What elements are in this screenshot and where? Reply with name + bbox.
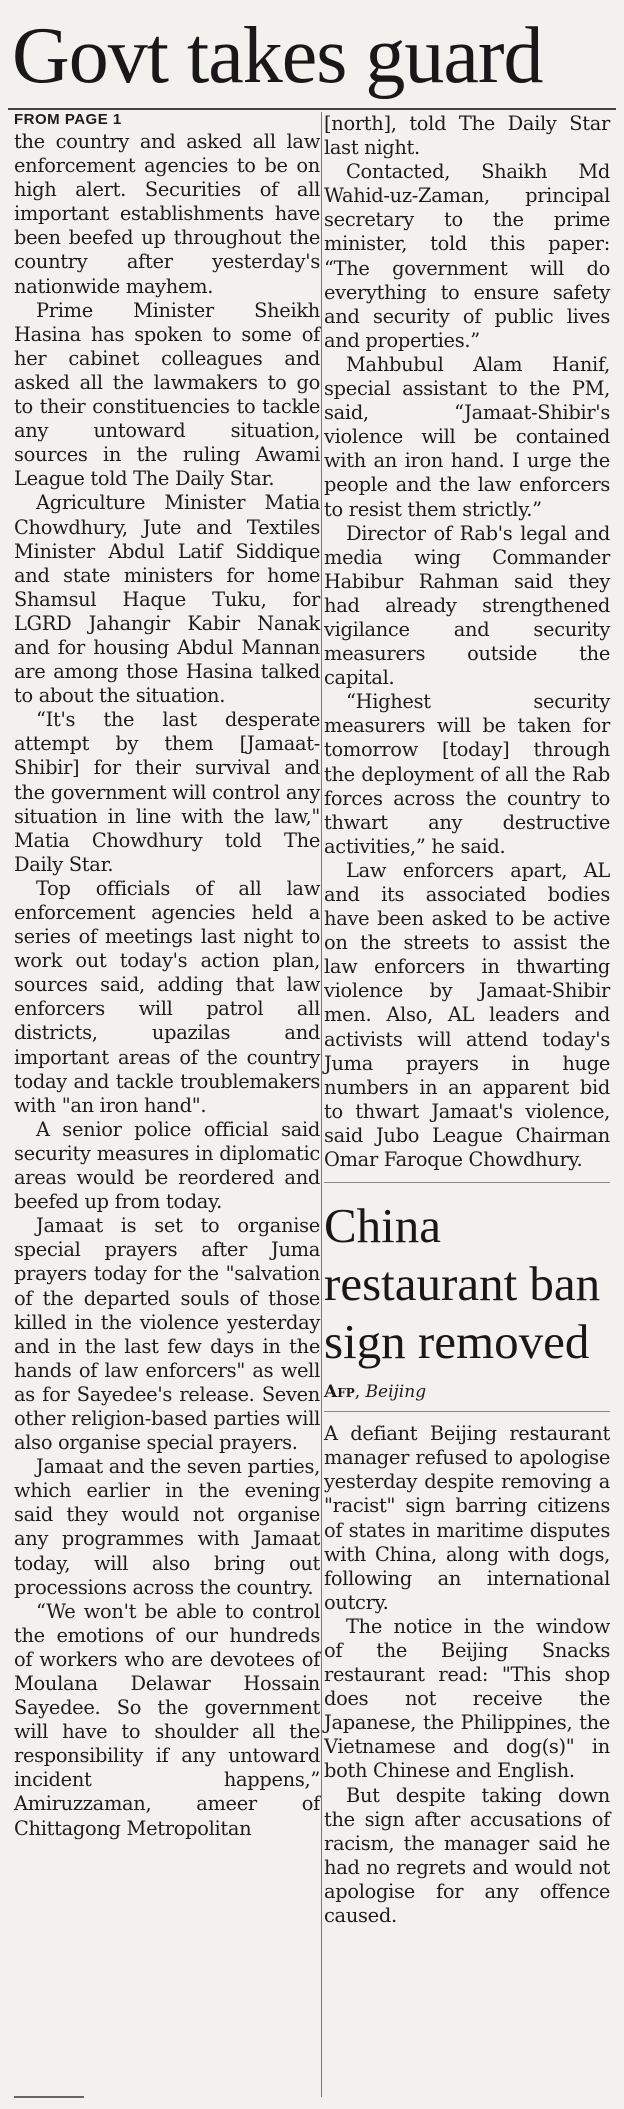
secondary-headline: China restaurant ban sign removed [324,1198,601,1370]
paragraph: Jamaat is set to organise special prayers after Juma prayers today for the "salvation of the departed souls of those killed in the violence yesterday and in the last few days in the hands of law enforcers" as well as for Sayedee's release. Seven other religion-based parties will also organise special prayers. [14,1214,320,1455]
byline: Afp, Beijing [324,1382,427,1403]
paragraph: Contacted, Shaikh Md Wahid-uz-Zaman, principal secretary to the prime minister, told this paper: “The government will do everything to ensure safety and security of public lives and properties.” [324,160,610,352]
paragraph: “We won't be able to control the emotions of our hundreds of workers who are devotees of Moulana Delawar Hossain Sayedee. So the government will have to shoulder all the responsibility if any untoward incident happens,” Amiruzzaman, ameer of Chittagong Metropolitan [14,1599,320,1840]
paragraph: “It's the last desperate attempt by them [Jamaat-Shibir] for their survival and the government will control any situation in line with the law," Matia Chowdhury told The Daily Star. [14,708,320,876]
paragraph: [north], told The Daily Star last night. [324,112,610,160]
paragraph: But despite taking down the sign after accusations of racism, the manager said he had no regrets and would not apologise for any offence caused. [324,1783,610,1927]
paragraph: A senior police official said security measures in diplomatic areas would be reordered and beefed up from today. [14,1117,320,1214]
paragraph: Top officials of all law enforcement agencies held a series of meetings last night to work out today's action plan, sources said, adding that law enforcers will patrol all districts, upazilas and important areas of the country today and tackle troublemakers with "an iron hand". [14,876,320,1117]
paragraph: Agriculture Minister Matia Chowdhury, Jute and Textiles Minister Abdul Latif Siddique and state ministers for home Shamsul Haque Tuku, for LGRD Jahangir Kabir Nanak and for housing Abdul Mannan are among those Hasina talked to about the situation. [14,491,320,708]
paragraph: Prime Minister Sheikh Hasina has spoken to some of her cabinet colleagues and asked all the lawmakers to go to their constituencies to tackle any untoward situation, sources in the ruling Awami League told The Daily Star. [14,298,320,491]
headline-rule [8,108,616,110]
paragraph: Director of Rab's legal and media wing Commander Habibur Rahman said they had already strengthened vigilance and security measurers outside the capital. [324,521,610,690]
bottom-rule [14,2096,84,2098]
paragraph: Law enforcers apart, AL and its associated bodies have been asked to be active on the streets to assist the law enforcers in thwarting violence by Jamaat-Shibir men. Also, AL leaders and activists will attend today's Juma prayers in huge numbers in an apparent bid to thwart Jamaat's violence, said Jubo League Chairman Omar Faroque Chowdhury. [324,858,610,1172]
story-divider [324,1182,610,1183]
paragraph: Jamaat and the seven parties, which earlier in the evening said they would not organise any programmes with Jamaat today, will also bring out processions across the country. [14,1455,320,1599]
paragraph: A defiant Beijing restaurant manager refused to apologise yesterday despite removing a "racist" sign barring citizens of states in maritime disputes with China, along with dogs, following an international outcry. [324,1422,610,1614]
byline-place: Beijing [365,1382,427,1403]
main-headline: Govt takes guard [12,12,543,100]
article-column-1 [14,112,320,1841]
paragraph: Mahbubul Alam Hanif, special assistant to the PM, said, “Jamaat-Shibir's violence will be contained with an iron hand. I urge the people and the law enforcers to resist them strictly.” [324,352,610,521]
column-divider [321,112,322,2097]
byline-divider [324,1411,610,1412]
jump-label: FROM PAGE 1 [14,111,122,128]
byline-agency: Afp [324,1382,355,1403]
article-column-2 [324,112,610,1928]
paragraph: the country and asked all law enforcement agencies to be on high alert. Securities of all important establishments have been beefed up throughout the country after yesterday's nationwide mayhem. [14,130,320,298]
paragraph: “Highest security measurers will be taken for tomorrow [today] through the deployment of all the Rab forces across the country to thwart any destructive activities,” he said. [324,690,610,858]
paragraph: The notice in the window of the Beijing Snacks restaurant read: "This shop does not receive the Japanese, the Philippines, the Vietnamese and dog(s)" in both Chinese and English. [324,1614,610,1783]
